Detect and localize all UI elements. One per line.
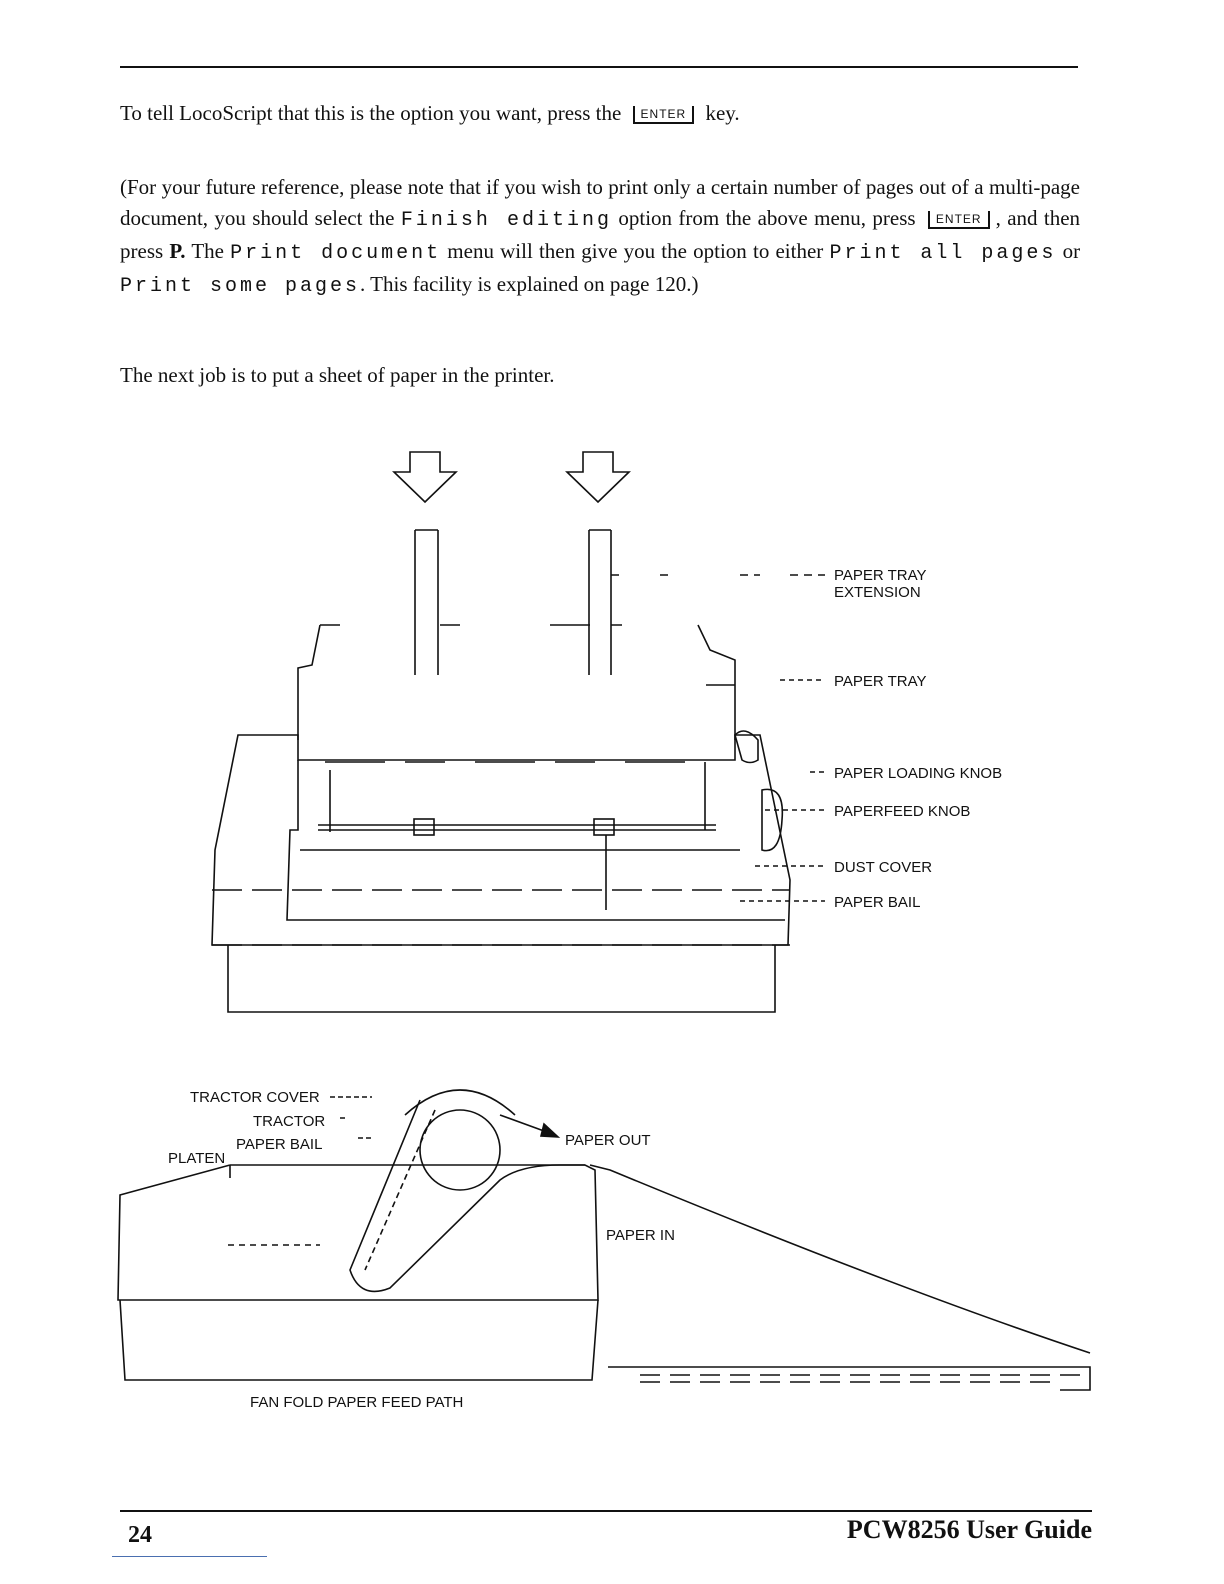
finish-editing-option: Finish editing <box>400 209 612 232</box>
intro-text: To tell LocoScript that this is the option you want, press the <box>120 101 622 125</box>
insert-arrow-right-icon <box>567 452 629 502</box>
page-number: 24 <box>128 1522 152 1548</box>
insert-arrow-left-icon <box>394 452 456 502</box>
intro-paragraph <box>120 98 1080 129</box>
note-text-6: or <box>1062 239 1081 263</box>
note-text-1: (For your future reference, please note that if you wish to print only a certain number of pages out of a multi-page document, you should select the <box>120 175 1080 230</box>
label-paper-bail: PAPER BAIL <box>834 894 921 911</box>
print-all-pages-option: Print all pages <box>829 242 1057 265</box>
label-paper-bail-2: PAPER BAIL <box>236 1136 323 1153</box>
bail-roller-left <box>414 819 434 835</box>
note-text-5: menu will then give you the option to either <box>447 239 824 263</box>
label-tray-extension: PAPER TRAY <box>834 567 927 584</box>
tractor-cover <box>405 1090 515 1115</box>
print-some-pages-option: Print some pages <box>120 275 361 298</box>
label-loading-knob: PAPER LOADING KNOB <box>834 765 1003 782</box>
intro-text-end: key. <box>705 101 740 125</box>
next-job-text: The next job is to put a sheet of paper in the printer. <box>120 363 555 387</box>
paperfeed-knob <box>762 789 782 850</box>
label-tray-extension-2: EXTENSION <box>834 584 921 601</box>
label-paperfeed-knob: PAPERFEED KNOB <box>834 803 971 820</box>
feed-path-caption: FAN FOLD PAPER FEED PATH <box>250 1394 464 1411</box>
note-text-7: . This facility is explained on page 120.) <box>360 272 699 296</box>
note-text-3: , and then press <box>120 206 1081 263</box>
label-dust-cover: DUST COVER <box>834 859 933 876</box>
label-tractor: TRACTOR <box>253 1113 326 1130</box>
platen-roller <box>420 1110 500 1190</box>
fanfold-paper <box>590 1165 1090 1353</box>
label-paper-out: PAPER OUT <box>565 1132 651 1149</box>
label-tractor-cover: TRACTOR COVER <box>190 1089 320 1106</box>
page-number-underline <box>112 1556 267 1557</box>
paper-out-arrow-icon <box>541 1124 558 1137</box>
top-rule <box>120 66 1078 68</box>
note-text-2: option from the above menu, press <box>618 206 916 230</box>
label-paper-in: PAPER IN <box>606 1227 675 1244</box>
enter-key-label-2: ENTER <box>928 211 990 229</box>
bail-roller-right <box>594 819 614 835</box>
footer-title: PCW8256 User Guide <box>846 1515 1092 1544</box>
label-platen: PLATEN <box>168 1150 226 1167</box>
enter-key-label: ENTER <box>633 106 695 124</box>
print-document-menu: Print document <box>230 242 442 265</box>
footer-rule <box>120 1510 1092 1512</box>
paper-bail-rod <box>318 825 716 830</box>
p-key: P. <box>169 239 186 263</box>
feed-path-diagram <box>0 1060 1224 1420</box>
printer-diagram <box>0 440 1224 1020</box>
note-paragraph <box>120 172 1080 302</box>
label-paper-tray: PAPER TRAY <box>834 673 927 690</box>
note-text-4: The <box>191 239 224 263</box>
